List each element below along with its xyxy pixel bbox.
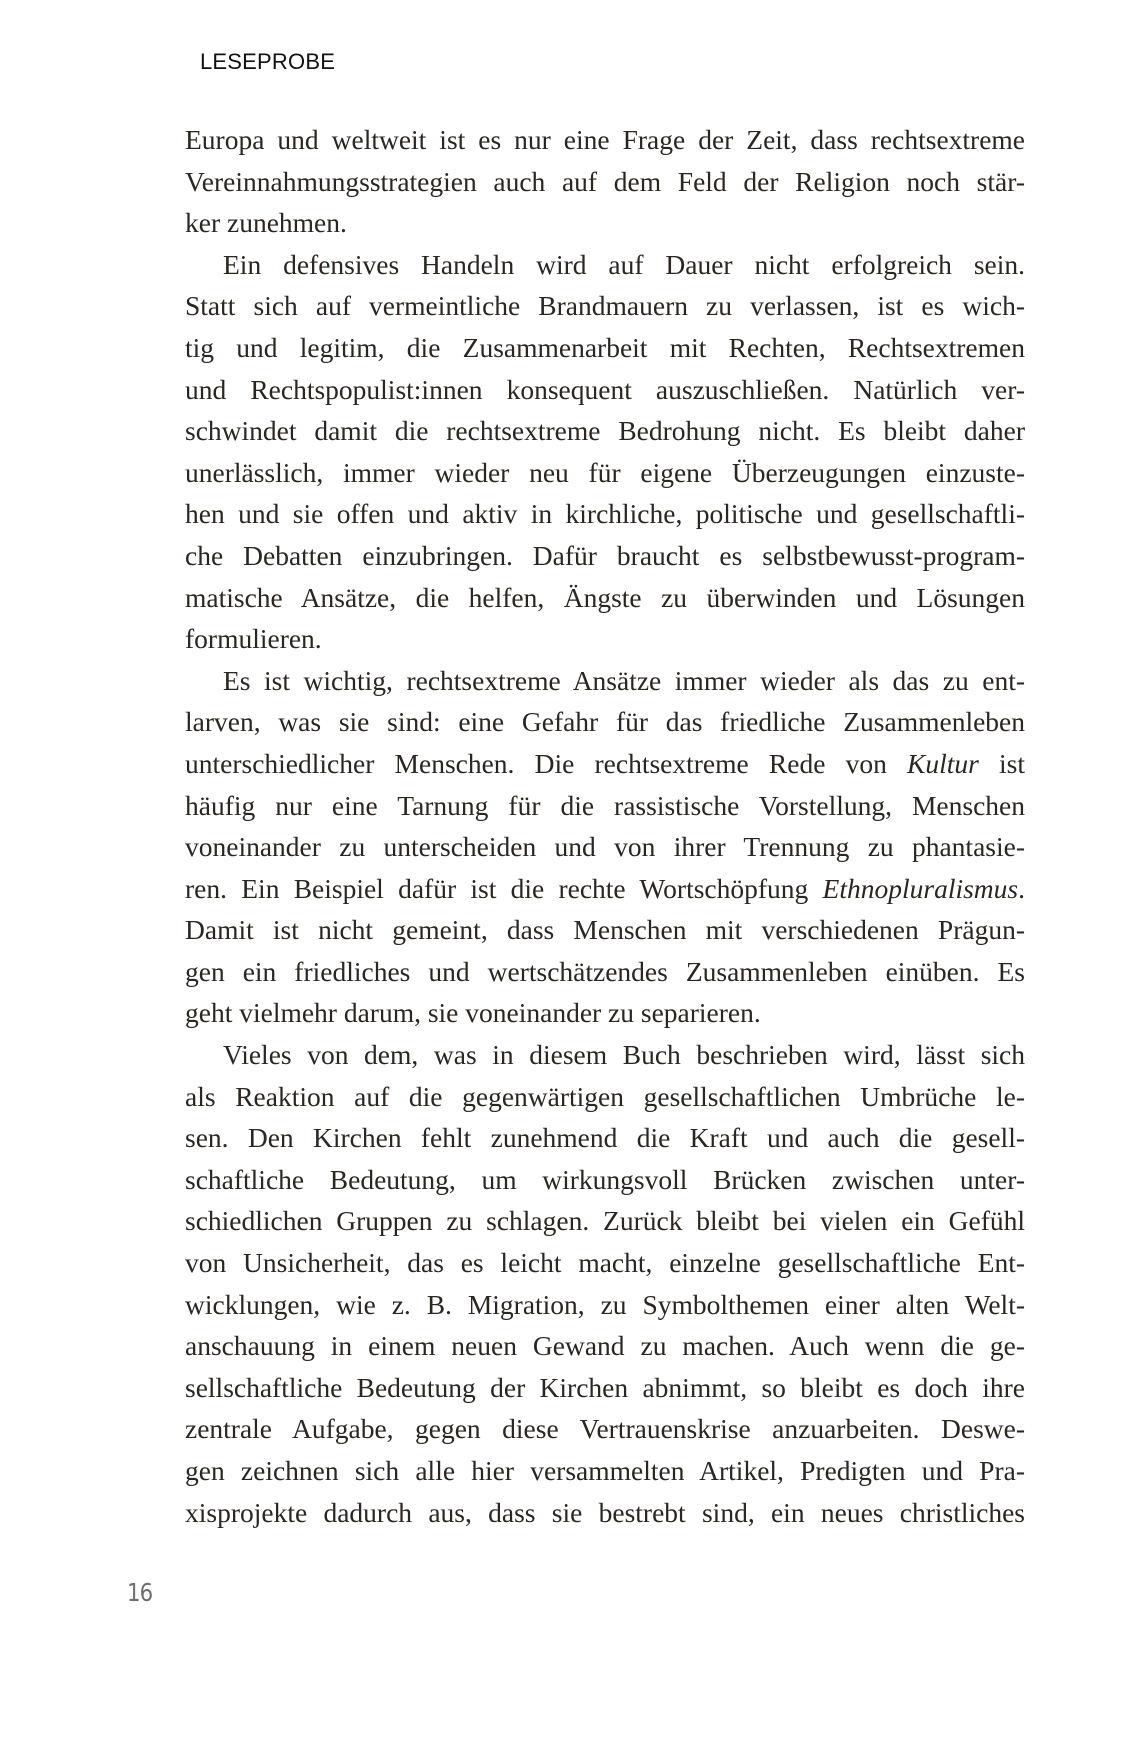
paragraph [185,660,1025,1034]
text-line: als Reaktion auf die gegenwärtigen gesellschaftlichen Umbrüche le- [185,1080,1025,1112]
paragraph [185,1034,1025,1533]
text-run: . [1018,872,1025,904]
text-line: larven, was sie sind: eine Gefahr für das friedliche Zusammenleben [185,706,1025,738]
text-line: wicklungen, wie z. B. Migration, zu Symbolthemen einer alten Welt- [185,1288,1025,1320]
text-line: che Debatten einzubringen. Dafür braucht es selbstbewusst-program- [185,539,1025,571]
text-line: formulieren. [185,623,322,655]
text-line [185,743,1025,785]
text-line: hen und sie offen und aktiv in kirchliche, politische und gesellschaftli- [185,498,1025,530]
text-line: schwindet damit die rechtsextreme Bedrohung nicht. Es bleibt daher [185,415,1025,447]
page-number: 16 [127,1578,153,1607]
text-line: Europa und weltweit ist es nur eine Frage der Zeit, dass rechtsextreme [185,124,1025,155]
text-line: zentrale Aufgabe, gegen diese Vertrauenskrise anzuarbeiten. Deswe- [185,1413,1025,1445]
text-run: unterschiedlicher Menschen. Die rechtsextreme Rede von [185,747,908,779]
text-line: gen ein friedliches und wertschätzendes Zusammenleben einüben. Es [185,955,1025,987]
paragraph [185,119,1025,244]
text-line: gen zeichnen sich alle hier versammelten Artikel, Predigten und Pra- [185,1455,1025,1486]
text-line: ker zunehmen. [185,207,347,239]
text-line: und Rechtspopulist:innen konsequent auszuschließen. Natürlich ver- [185,373,1025,405]
text-line: Ein defensives Handeln wird auf Dauer nicht erfolgreich sein. [223,248,1025,280]
text-line: Vieles von dem, was in diesem Buch beschrieben wird, lässt sich [223,1039,1025,1071]
text-line: sellschaftliche Bedeutung der Kirchen abnimmt, so bleibt es doch ihre [185,1371,1025,1403]
text-line: sen. Den Kirchen fehlt zunehmend die Kraft und auch die gesell- [185,1122,1025,1154]
text-line: schiedlichen Gruppen zu schlagen. Zurück bleibt bei vielen ein Gefühl [185,1205,1025,1237]
text-line: schaftliche Bedeutung, um wirkungsvoll Brücken zwischen unter- [185,1163,1025,1195]
text-line: geht vielmehr darum, sie voneinander zu separieren. [185,997,761,1029]
text-run: ist [978,747,1026,779]
text-run: ren. Ein Beispiel dafür ist die rechte Wortschöpfung [185,872,823,904]
text-line: voneinander zu unterscheiden und von ihrer Trennung zu phantasie- [185,831,1025,863]
text-line: Vereinnahmungsstrategien auch auf dem Feld der Religion noch stär- [185,165,1025,197]
running-head: LESEPROBE [200,49,336,74]
text-line: häufig nur eine Tarnung für die rassistische Vorstellung, Menschen [185,789,1025,821]
text-line: xisprojekte dadurch aus, dass sie bestrebt sind, ein neues christliches [185,1496,1025,1528]
text-line [185,868,1025,910]
text-line: tig und legitim, die Zusammenarbeit mit Rechten, Rechtsextremen [185,331,1025,363]
emphasized-term: Kultur [907,747,979,779]
text-line: Damit ist nicht gemeint, dass Menschen mit verschiedenen Prägun- [185,914,1025,946]
text-line: matische Ansätze, die helfen, Ängste zu überwinden und Lösungen [185,581,1025,613]
text-line: Statt sich auf vermeintliche Brandmauern zu verlassen, ist es wich- [185,290,1025,322]
text-line: von Unsicherheit, das es leicht macht, einzelne gesellschaftliche Ent- [185,1247,1025,1279]
paragraph [185,244,1025,660]
body-text [185,119,1025,1533]
text-line: unerlässlich, immer wieder neu für eigene Überzeugungen einzuste- [185,456,1025,488]
emphasized-term: Ethnopluralismus [822,872,1019,904]
text-line: Es ist wichtig, rechtsextreme Ansätze immer wieder als das zu ent- [223,664,1025,696]
text-line: anschauung in einem neuen Gewand zu machen. Auch wenn die ge- [185,1330,1025,1362]
